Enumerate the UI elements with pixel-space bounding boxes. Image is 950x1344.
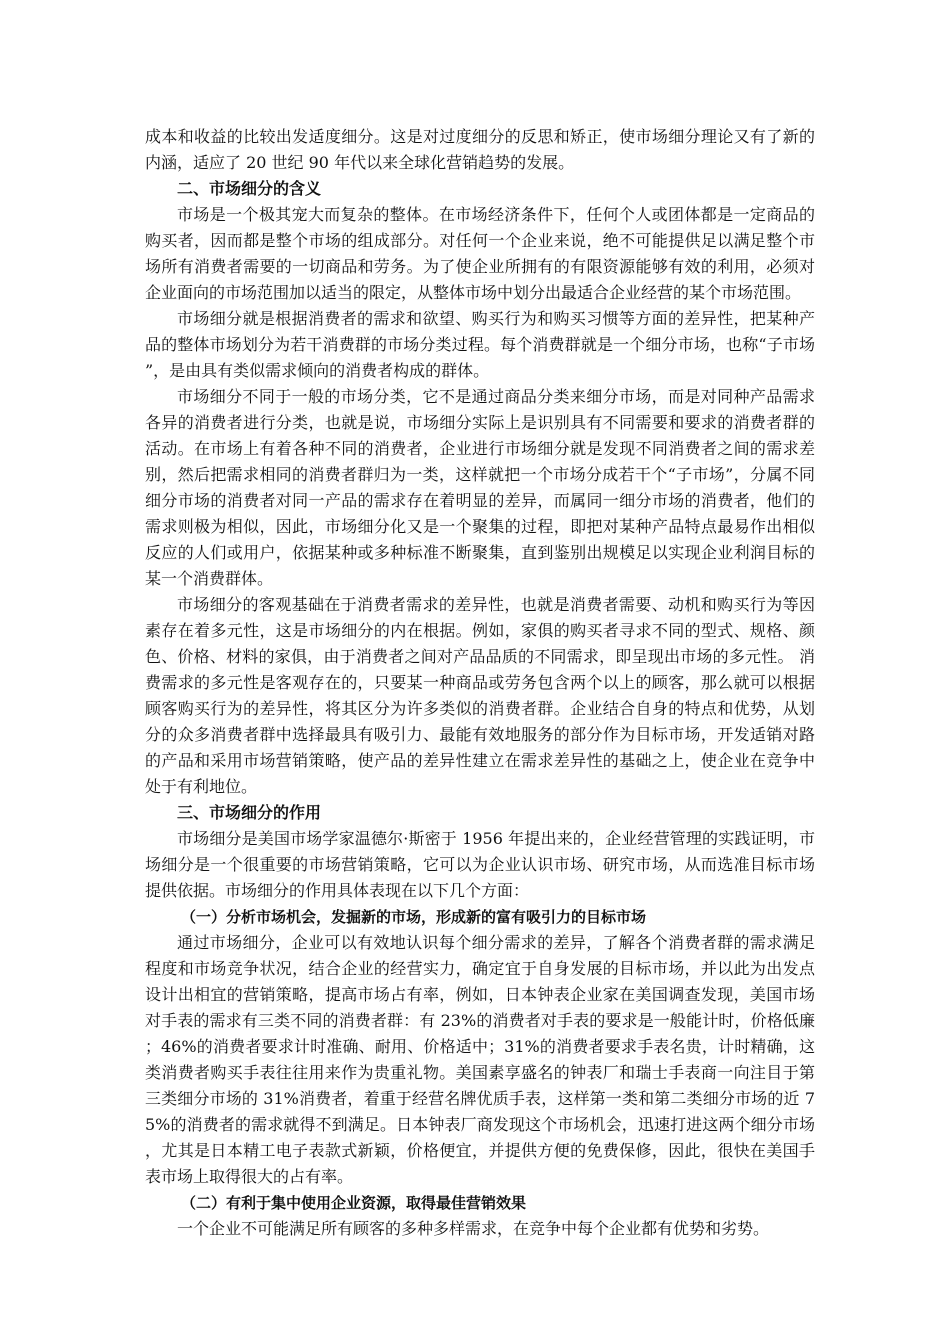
paragraph-smith-origin: 市场细分是美国市场学家温德尔·斯密于 1956 年提出来的，企业经营管理的实践证明，市场细分是一个很重要的市场营销策略，它可以为企业认识市场、研究市场，从而选准目标市场提供依据。市场细分的作用具体表现在以下几个方面： (145, 829, 815, 900)
paragraph-strengths-weaknesses: 一个企业不可能满足所有顾客的多种多样需求，在竞争中每个企业都有优势和劣势。 (177, 1219, 770, 1238)
document-body (145, 124, 815, 1242)
subheading-resource-focus: （二）有利于集中使用企业资源，取得最佳营销效果 (181, 1194, 527, 1212)
subheading-market-opportunity: （一）分析市场机会，发掘新的市场，形成新的富有吸引力的目标市场 (181, 908, 647, 926)
section-heading-meaning: 二、市场细分的含义 (177, 179, 322, 198)
section-heading-role: 三、市场细分的作用 (177, 803, 322, 822)
paragraph-watch-example: 通过市场细分，企业可以有效地认识每个细分需求的差异，了解各个消费者群的需求满足程度和市场竞争状况，结合企业的经营实力，确定宜于自身发展的目标市场，并以此为出发点设计出相宜的营销策略，提高市场占有率，例如，日本钟表企业家在美国调查发现，美国市场对手表的需求有三类不同的消费者群：有 23%的消费者对手表的要求是一般能计时，价格低廉；46%的消费者要求计时准确、耐用、价格适中；31%的消费者要求手表名贵，计时精确，这类消费者购买手表往往用来作为贵重礼物。美国素享盛名的钟表厂和瑞士手表商一向注目于第三类细分市场的 31%消费者，着重于经营名牌优质手表，这样第一类和第二类细分市场的近 75%的消费者的需求就得不到满足。日本钟表厂商发现这个市场机会，迅速打进这两个细分市场，尤其是日本精工电子表款式新颖，价格便宜，并提供方便的免费保修，因此，很快在美国手表市场上取得很大的占有率。 (145, 933, 815, 1186)
intro-paragraph: 成本和收益的比较出发适度细分。这是对过度细分的反思和矫正，使市场细分理论又有了新的内涵，适应了 20 世纪 90 年代以来全球化营销趋势的发展。 (145, 127, 815, 172)
paragraph-market-whole: 市场是一个极其宠大而复杂的整体。在市场经济条件下，任何个人或团体都是一定商品的购买者，因而都是整个市场的组成部分。对任何一个企业来说，绝不可能提供足以满足整个市场所有消费者需要的一切商品和劳务。为了使企业所拥有的有限资源能够有效的利用，必须对企业面向的市场范围加以适当的限定，从整体市场中划分出最适合企业经营的某个市场范围。 (145, 205, 815, 302)
paragraph-objective-basis: 市场细分的客观基础在于消费者需求的差异性，也就是消费者需要、动机和购买行为等因素存在着多元性，这是市场细分的内在根据。例如，家俱的购买者寻求不同的型式、规格、颜色、价格、材料的家俱，由于消费者之间对产品品质的不同需求，即呈现出市场的多元性。 消费需求的多元性是客观存在的，只要某一种商品或劳务包含两个以上的顾客，那么就可以根据顾客购买行为的差异性，将其区分为许多类似的消费者群。企业结合自身的特点和优势，从划分的众多消费者群中选择最具有吸引力、最能有效地服务的部分作为目标市场，开发适销对路的产品和采用市场营销策略，使产品的差异性建立在需求差异性的基础之上，使企业在竞争中处于有利地位。 (145, 595, 815, 796)
paragraph-segmentation-definition: 市场细分就是根据消费者的需求和欲望、购买行为和购买习惯等方面的差异性，把某种产品的整体市场划分为若干消费群的市场分类过程。每个消费群就是一个细分市场，也称“子市场”，是由具有类似需求倾向的消费者构成的群体。 (145, 309, 815, 380)
paragraph-segmentation-vs-classification: 市场细分不同于一般的市场分类，它不是通过商品分类来细分市场，而是对同种产品需求各异的消费者进行分类，也就是说，市场细分实际上是识别具有不同需要和要求的消费者群的活动。在市场上有着各种不同的消费者，企业进行市场细分就是发现不同消费者之间的需求差别，然后把需求相同的消费者群归为一类，这样就把一个市场分成若干个“子市场”，分属不同细分市场的消费者对同一产品的需求存在着明显的差异，而属同一细分市场的消费者，他们的需求则极为相似，因此，市场细分化又是一个聚集的过程，即把对某种产品特点最易作出相似反应的人们或用户，依据某种或多种标准不断聚集，直到鉴别出规模足以实现企业利润目标的某一个消费群体。 (145, 387, 815, 588)
